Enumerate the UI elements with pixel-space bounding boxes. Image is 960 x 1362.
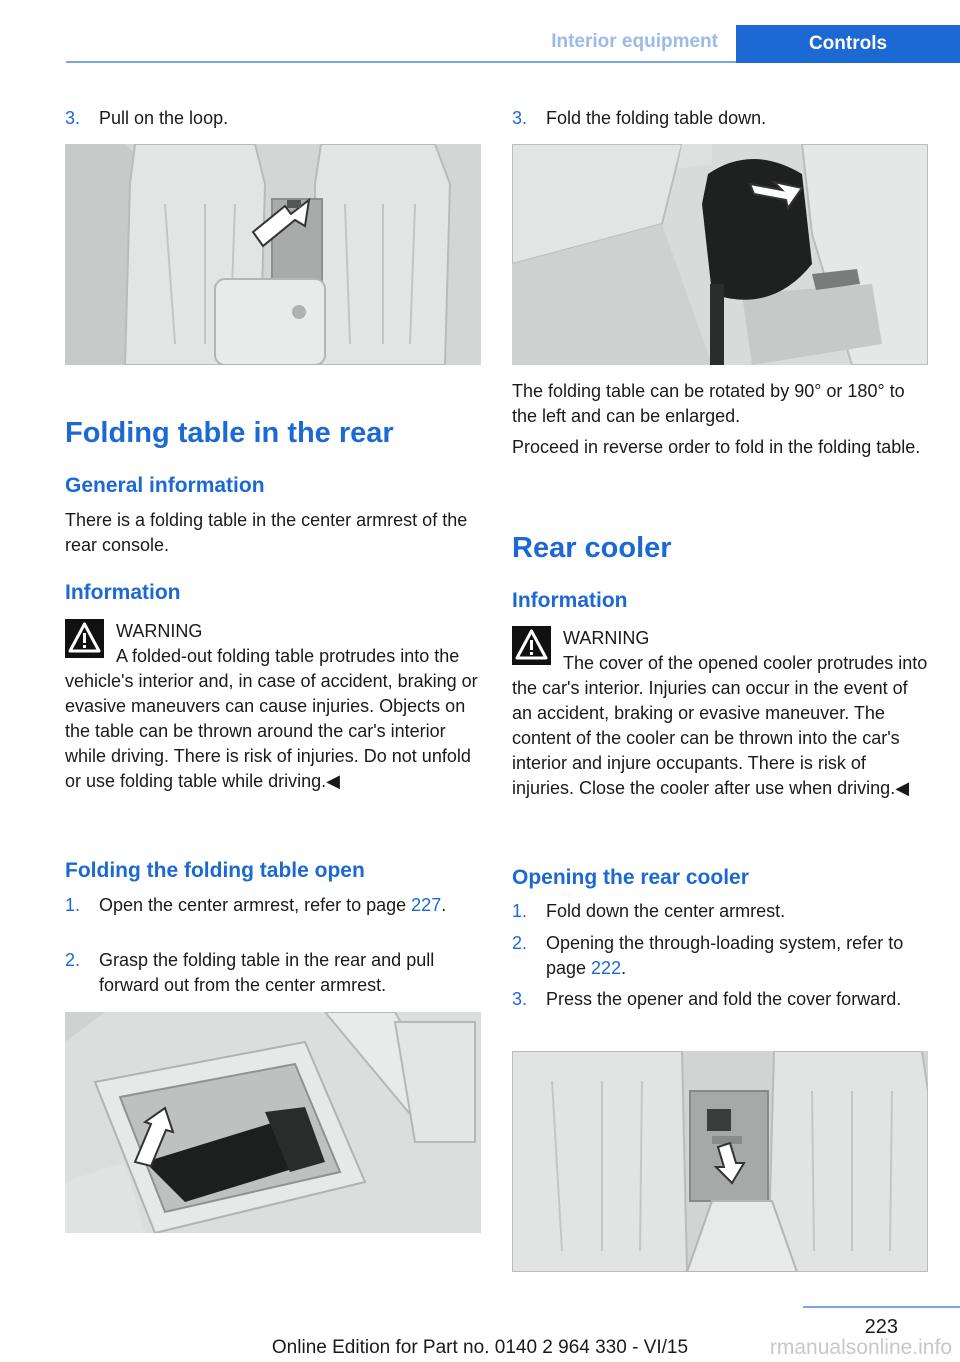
warning-label: WARNING	[563, 628, 650, 648]
heading-rear-cooler: Rear cooler	[512, 532, 672, 564]
reverse-order-text: Proceed in reverse order to fold in the folding table.	[512, 437, 921, 457]
warning-label: WARNING	[116, 621, 203, 641]
heading-folding-table: Folding table in the rear	[65, 417, 394, 449]
figure-rear-seats-loop	[65, 144, 481, 365]
page-header	[0, 25, 960, 63]
page-reference-link[interactable]: 222	[591, 958, 622, 978]
step-text: Open the center armrest, refer to page 227.	[99, 895, 447, 915]
folding-table-illustration	[512, 144, 928, 365]
step-number: 1.	[65, 895, 81, 915]
step-press-opener	[512, 987, 928, 1012]
header-chapter-tab[interactable]: Controls	[736, 25, 960, 63]
warning-triangle-icon	[512, 626, 551, 665]
watermark-text: rmanualsonline.info	[769, 1336, 952, 1359]
warning-triangle-icon	[65, 619, 104, 658]
warning-folding-table	[65, 619, 481, 794]
page-number: 223	[864, 1316, 898, 1338]
step-pull-loop	[65, 106, 481, 131]
footer-edition: Online Edition for Part no. 0140 2 964 330 - VI/15	[271, 1337, 689, 1358]
warning-text-first-line: The cover of the opened cooler pro	[563, 653, 844, 673]
warning-text	[65, 619, 481, 794]
step-text: Fold the folding table down.	[546, 108, 767, 128]
step-text: Fold down the center armrest.	[546, 901, 786, 921]
rear-cooler-illustration	[512, 1051, 928, 1272]
step-text: Opening the through-loading system, refer to page 222.	[546, 933, 904, 978]
rotate-info-text: The folding table can be rotated by 90° or 180° to the left and can be enlarged.	[512, 381, 905, 426]
step-grasp-table	[65, 948, 481, 998]
warning-text	[512, 626, 928, 801]
heading-information: Information	[65, 581, 181, 604]
step-number: 1.	[512, 901, 528, 921]
warning-text-first-line: A folded-out folding table protrudes into	[116, 646, 430, 666]
step-text: Press the opener and fold the cover forward.	[546, 989, 902, 1009]
step-number: 2.	[512, 933, 528, 953]
warning-text-rest: trudes into the car's interior. Injuries can occur in the event of an accident, braking or evasive maneuver. The content of the cooler can be thrown into the car's interior and injure occupants. There is risk of injuries. Close the cooler after use when driving.◀	[512, 653, 928, 798]
step-number: 2.	[65, 950, 81, 970]
heading-information: Information	[512, 589, 628, 612]
header-section-title: Interior equipment	[551, 31, 718, 52]
step-text: Pull on the loop.	[99, 108, 229, 128]
heading-folding-open: Folding the folding table open	[65, 859, 365, 882]
armrest-table-illustration	[65, 1012, 481, 1233]
warning-rear-cooler	[512, 626, 928, 801]
step-fold-down	[512, 106, 928, 131]
figure-rear-cooler	[512, 1051, 928, 1272]
step-open-armrest	[65, 893, 481, 918]
rear-seats-illustration	[65, 144, 481, 365]
step-fold-armrest	[512, 899, 928, 924]
figure-armrest-table	[65, 1012, 481, 1233]
warning-text-rest: the vehicle's interior and, in case of accident, braking or evasive maneuvers can cause injuries. Objects on the table can be thrown around the car's interior while driving. There is risk of injuries. Do not unfold or use folding table while driving.◀	[65, 646, 478, 791]
step-text: Grasp the folding table in the rear and pull forward out from the center armrest.	[99, 950, 435, 995]
step-number: 3.	[65, 108, 81, 128]
footer-rule	[803, 1306, 960, 1308]
general-information-text: There is a folding table in the center armrest of the rear console.	[65, 510, 468, 555]
heading-general-information: General information	[65, 474, 265, 497]
step-number: 3.	[512, 989, 528, 1009]
figure-table-folded-down	[512, 144, 928, 365]
heading-opening-rear-cooler: Opening the rear cooler	[512, 866, 749, 889]
step-number: 3.	[512, 108, 528, 128]
step-through-loading	[512, 931, 928, 981]
page-reference-link[interactable]: 227	[411, 895, 442, 915]
